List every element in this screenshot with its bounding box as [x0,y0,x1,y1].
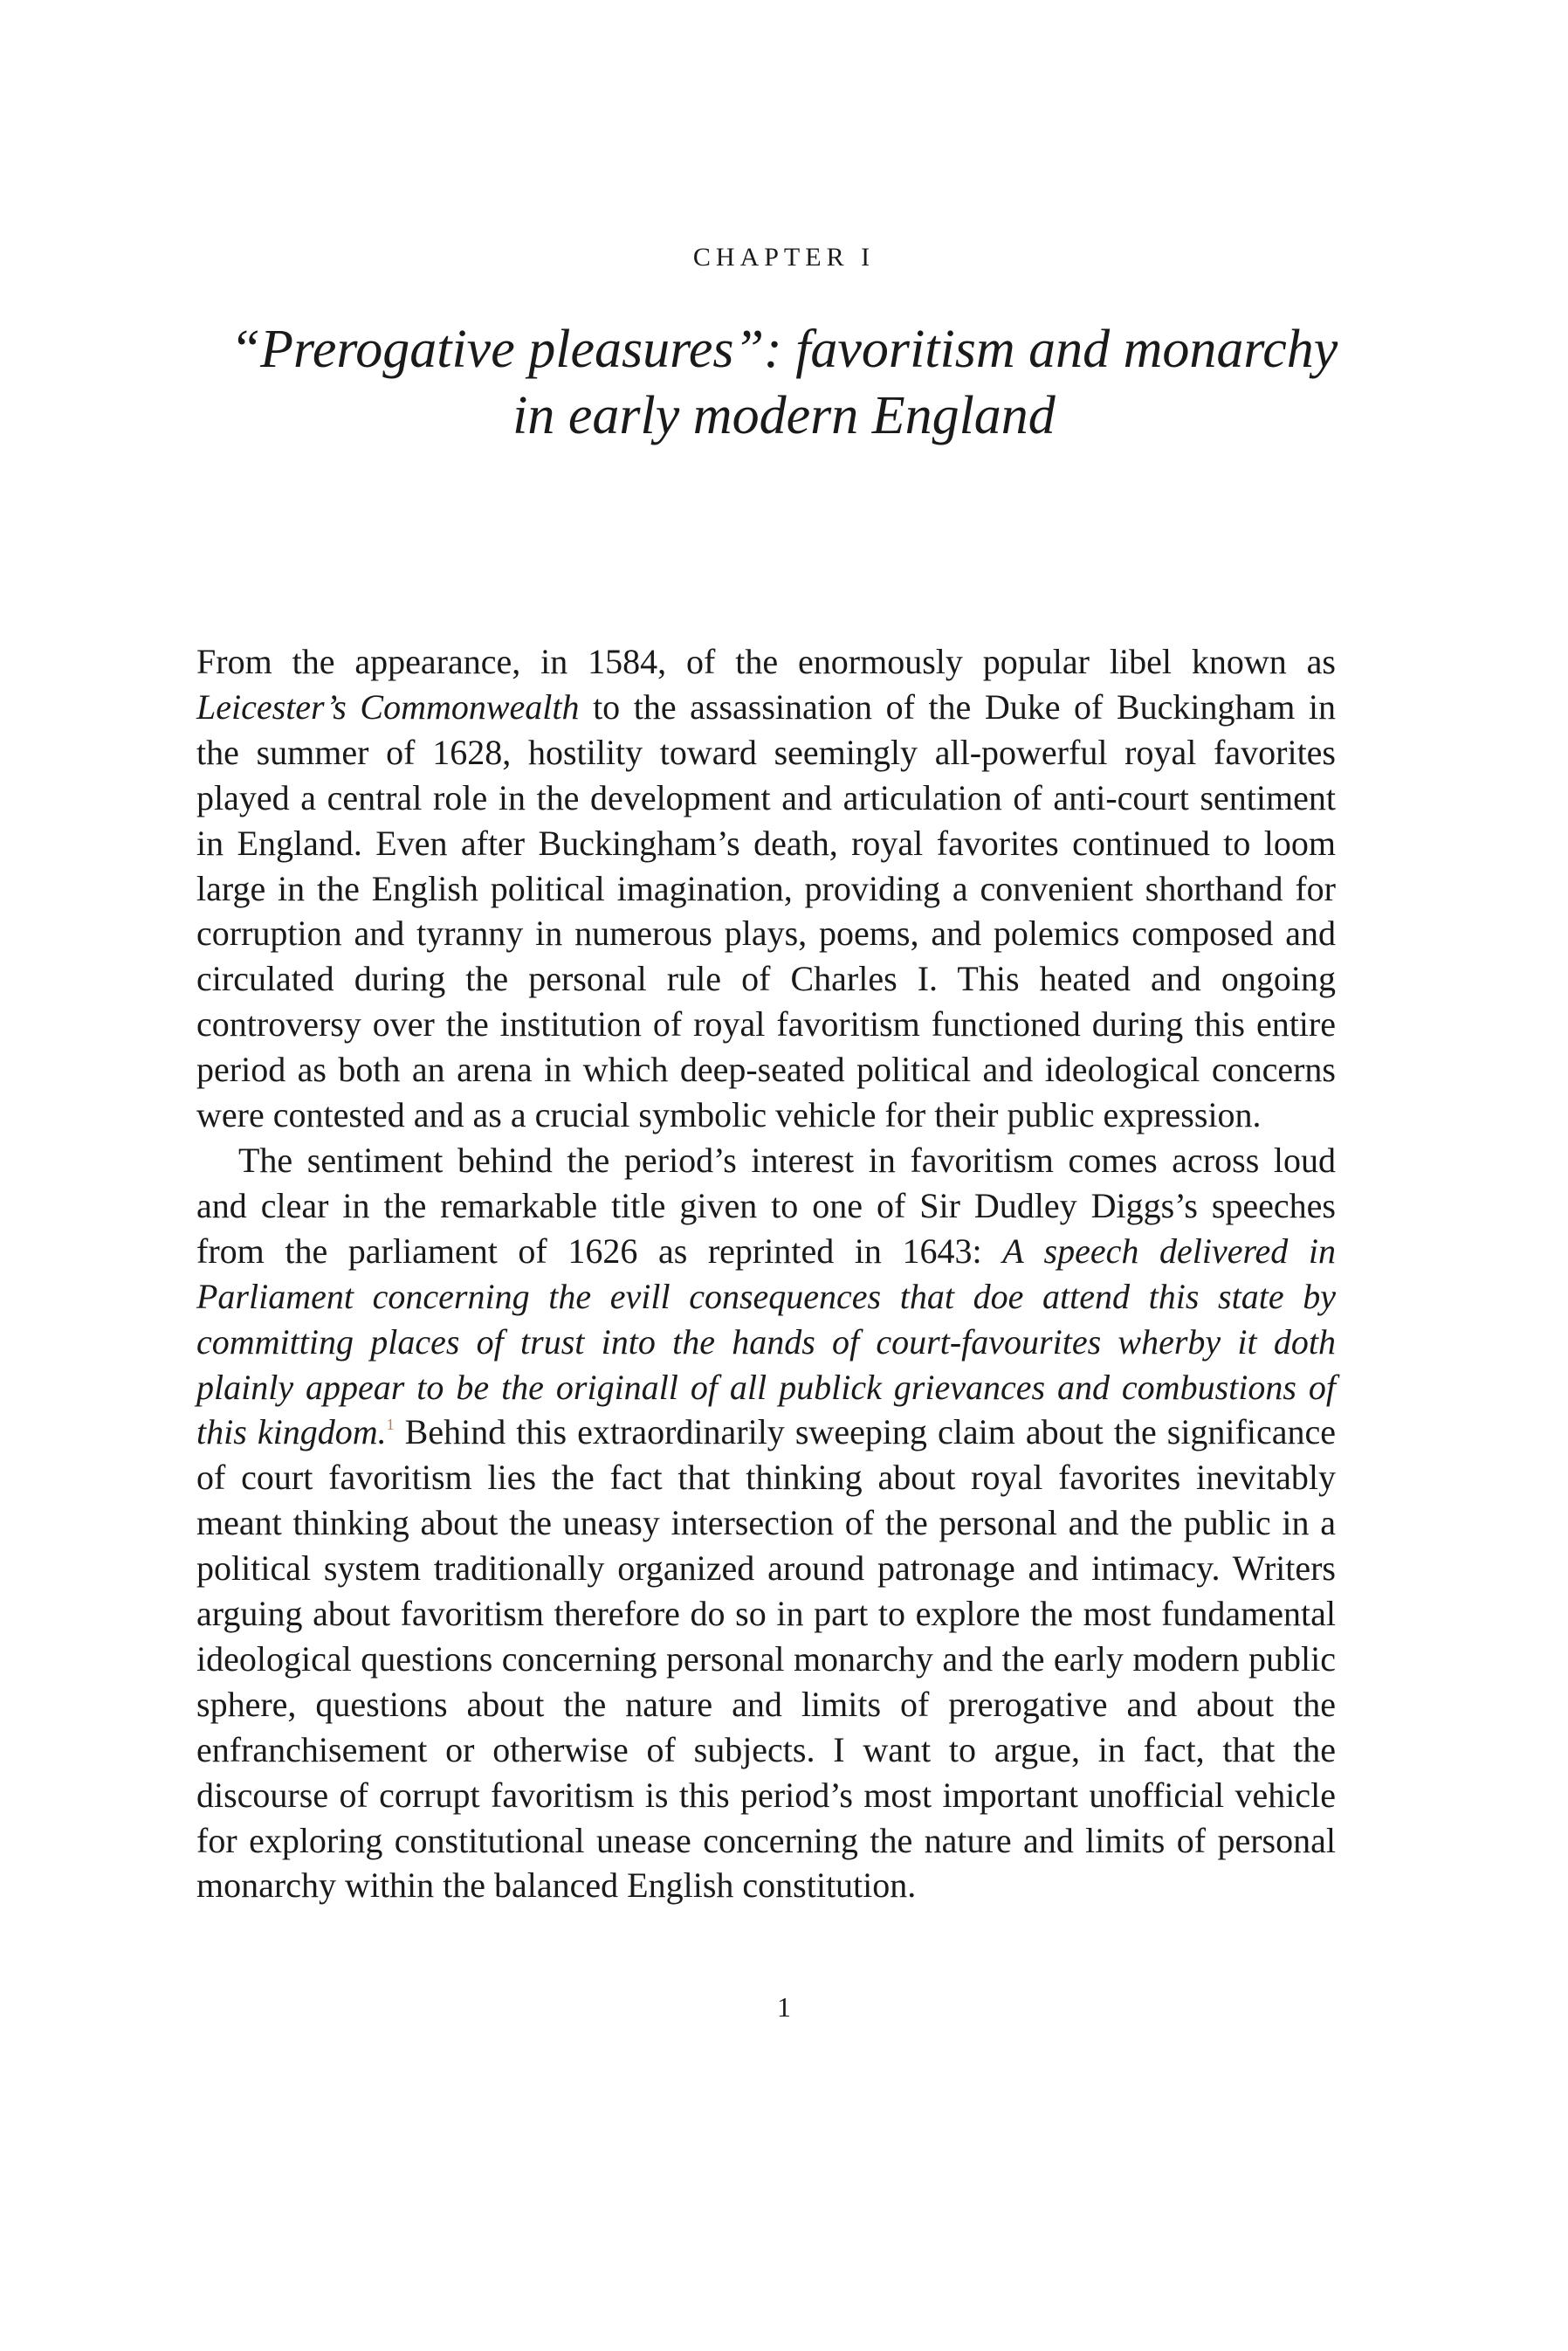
footnote-reference[interactable]: 1 [386,1416,395,1434]
book-title-leicesters-commonwealth: Leicester’s Commonwealth [196,686,580,727]
page-number: 1 [777,1991,791,2023]
paragraph-1-text-a: From the appearance, in 1584, of the enormously popular libel known as [196,642,1336,681]
speech-title: A speech delivered in Parliament concerning the evill consequences that doe attend this state by committing places of trust into the hands of court-favourites wherby it doth plainly appear to be the originall of all publick grievances and combustions of this kingdom. [196,1231,1336,1452]
chapter-label: CHAPTER I [692,243,876,272]
chapter-title-line-2: in early modern England [512,386,1056,445]
paragraph-1-text-b: to the assassination of the Duke of Buckingham in the summer of 1628, hostility toward seemingly all-powerful royal favorites played a central role in the development and articulation of anti-court sentiment in England. Even after Buckingham’s death, royal favorites continued to loom large in the English political imagination, providing a convenient shorthand for corruption and tyranny in numerous plays, poems, and polemics composed and circulated during the personal rule of Charles I. This heated and ongoing controversy over the institution of royal favoritism functioned during this entire period as both an arena in which deep-seated political and ideological concerns were contested and as a crucial symbolic vehicle for their public expression. [196,686,1337,1135]
paragraph-2-text-a: The sentiment behind the period’s interest in favoritism comes across loud and clear in the remarkable title given to one of Sir Dudley Diggs’s speeches from the parliament of 1626 as reprinted in 1643: [196,1140,1336,1271]
chapter-title [0,316,1568,449]
paragraph-1 [196,639,1336,1138]
body-text [196,639,1336,1908]
paragraph-2 [196,1138,1336,1908]
paragraph-2-text-b: Behind this extraordinarily sweeping claim about the significance of court favoritism lies the fact that thinking about royal favorites inevitably meant thinking about the uneasy intersection of the personal and the public in a political system traditionally organized around patronage and intimacy. Writers arguing about favoritism therefore do so in part to explore the most fundamental ideological questions concerning personal monarchy and the early modern public sphere, questions about the nature and limits of prerogative and about the enfranchisement or otherwise of subjects. I want to argue, in fact, that the discourse of corrupt favoritism is this period’s most important unofficial vehicle for exploring constitutional unease concerning the nature and limits of personal monarchy within the balanced English constitution. [196,1412,1336,1906]
chapter-title-line-1: “Prerogative pleasures”: favoritism and monarchy [230,320,1338,379]
